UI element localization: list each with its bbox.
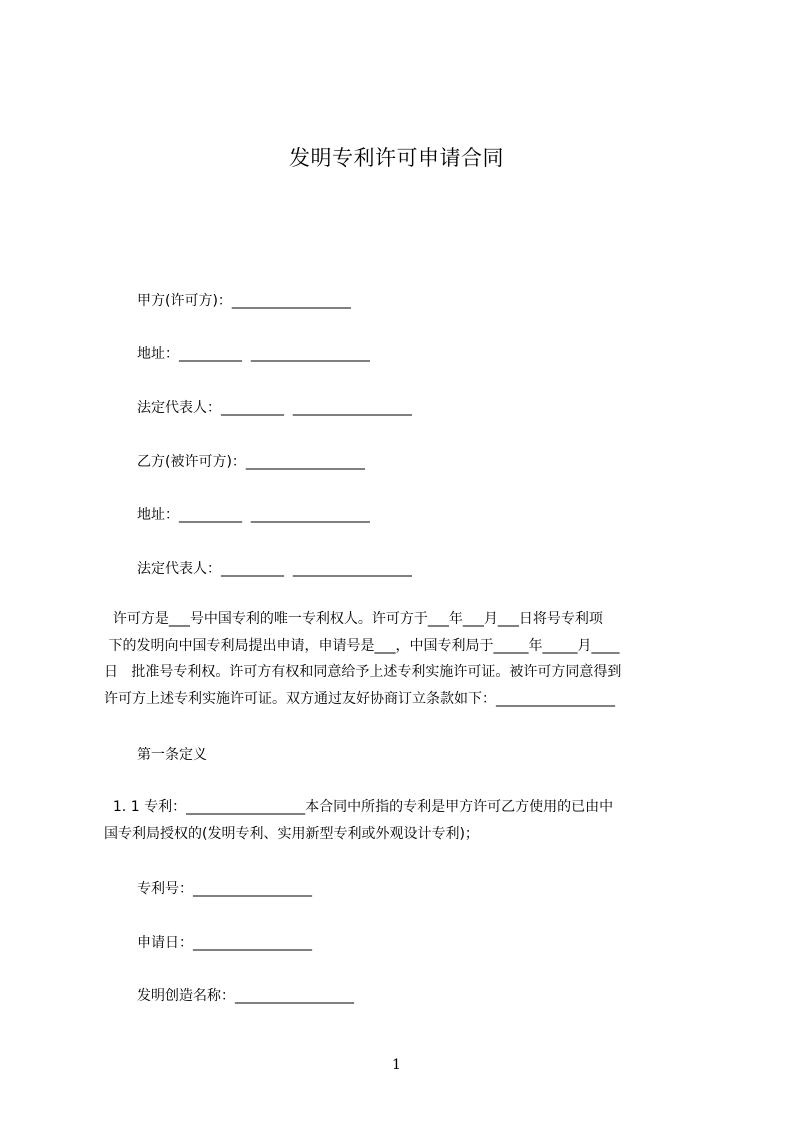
article-1-heading: 第一条定义	[137, 747, 207, 763]
page-number: 1	[392, 1057, 401, 1073]
clause-line: 国专利局授权的(发明专利、实用新型专利或外观设计专利)；	[104, 825, 479, 842]
party-a-name-line: 甲方(许可方)：_________________	[137, 293, 351, 309]
party-b-address-line: 地址：_________ _________________	[137, 507, 370, 523]
patent-number-line: 专利号：_________________	[137, 881, 312, 897]
clause-line: 1. 1 专利：_________________本合同中所指的专利是甲方许可乙方使用的已由中	[104, 799, 614, 815]
party-b-name-line: 乙方(被许可方)：_________________	[137, 454, 365, 470]
party-a-address-line: 地址：_________ _________________	[137, 346, 370, 362]
party-b-representative-line: 法定代表人：_________ _________________	[137, 561, 412, 577]
preamble-line: 日 批准号专利权。许可方有权和同意给予上述专利实施许可证。被许可方同意得到	[104, 664, 622, 680]
invention-name-line: 发明创造名称：_________________	[137, 988, 354, 1004]
preamble-line: 下的发明向中国专利局提出申请，申请号是___，中国专利局于_____年_____月____	[104, 637, 620, 654]
party-a-representative-line: 法定代表人：_________ _________________	[137, 400, 412, 416]
preamble-line: 许可方上述专利实施许可证。双方通过友好协商订立条款如下：_________________	[104, 690, 615, 707]
application-date-line: 申请日：_________________	[137, 935, 312, 951]
preamble-paragraph	[104, 606, 700, 712]
clause-1-1-paragraph	[104, 794, 700, 847]
preamble-line: 许可方是___号中国专利的唯一专利权人。许可方于___年___月___日将号专利项	[104, 611, 603, 627]
document-title: 发明专利许可申请合同	[289, 146, 504, 170]
